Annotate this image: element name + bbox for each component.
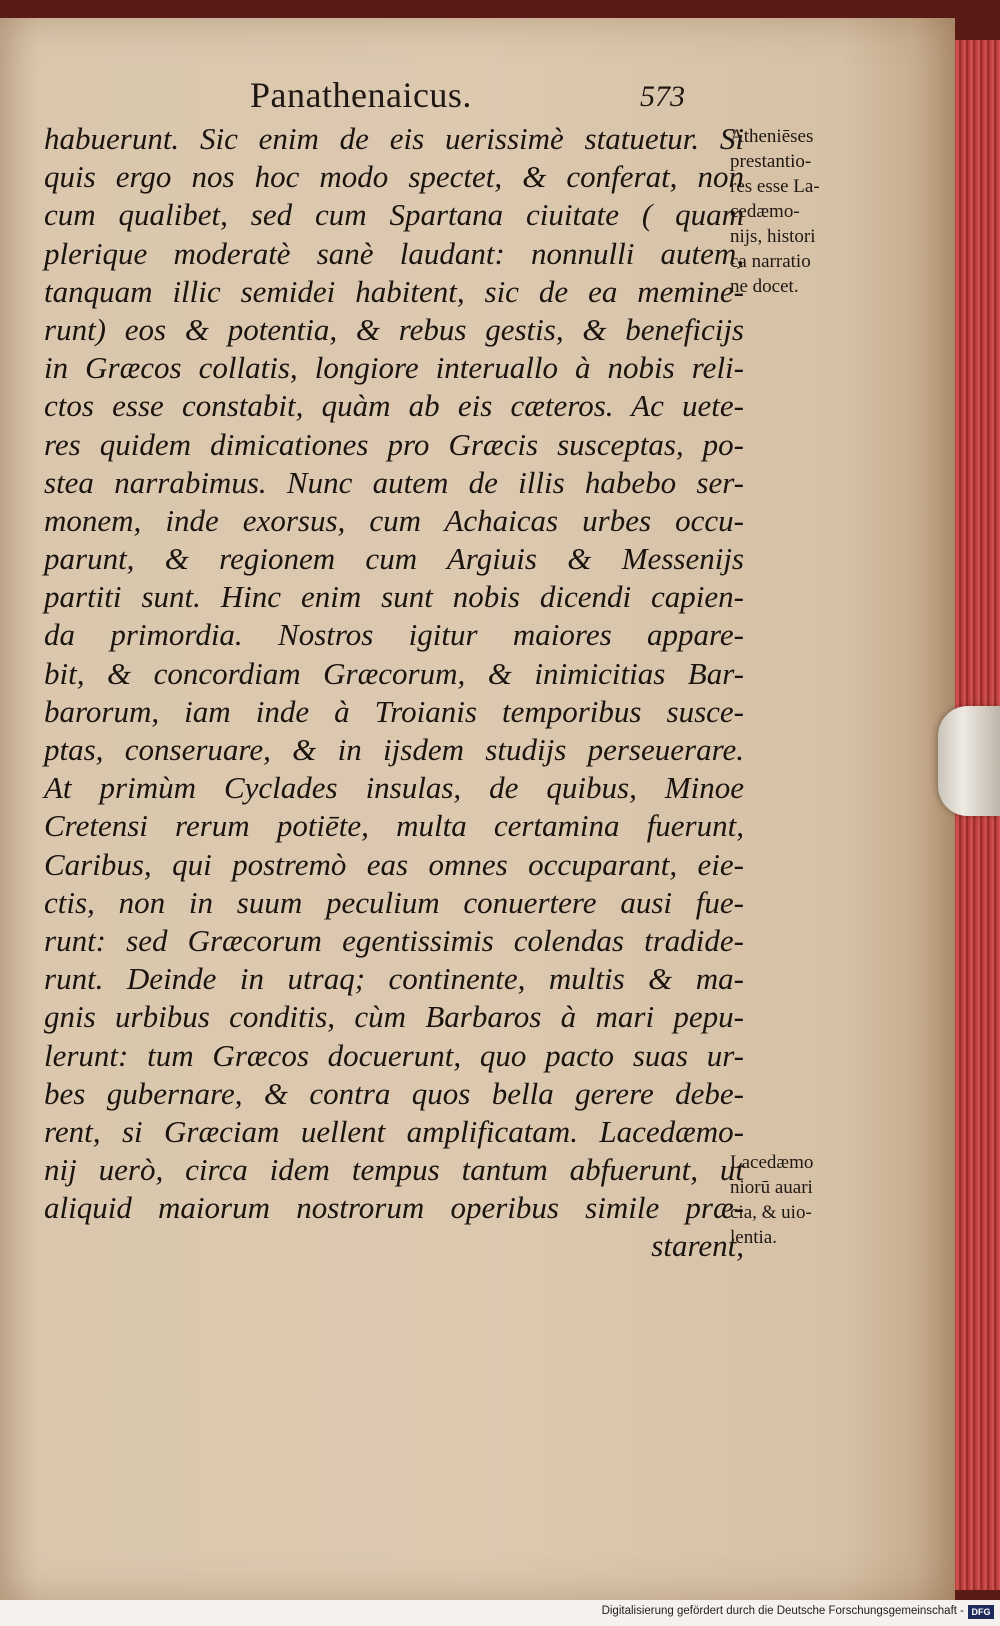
- text-line: runt. Deinde in utraq; continente, multis & ma-: [44, 961, 744, 997]
- text-line: barorum, iam inde à Troianis temporibus susce-: [44, 693, 744, 729]
- text-line: ctos esse constabit, quàm ab eis cæteros. Ac uete-: [44, 388, 744, 424]
- text-line: runt) eos & potentia, & rebus gestis, & beneficijs: [44, 311, 744, 347]
- book-page: [0, 18, 955, 1600]
- footer-bar: [0, 1600, 1000, 1626]
- text-line: aliquid maiorum nostrorum operibus simile præ-: [44, 1190, 744, 1226]
- text-line: ctis, non in suum peculium conuertere ausi fue-: [44, 884, 744, 920]
- text-line: in Græcos collatis, longiore interuallo à nobis reli-: [44, 350, 744, 386]
- margin-note-line: prestantio-: [730, 151, 812, 172]
- text-line: parunt, & regionem cum Argiuis & Messenijs: [44, 541, 744, 577]
- margin-note-line: res esse La-: [730, 176, 820, 197]
- margin-note-line: ne docet.: [730, 276, 799, 297]
- margin-note-line: ca narratio: [730, 251, 811, 272]
- margin-note-line: cedæmo-: [730, 201, 800, 222]
- dfg-logo: DFG: [968, 1605, 994, 1619]
- text-line: gnis urbibus conditis, cùm Barbaros à mari pepu-: [44, 999, 744, 1035]
- running-title: Panathenaicus.: [250, 75, 472, 115]
- margin-note-athenians: [730, 124, 820, 299]
- text-line: nij uerò, circa idem tempus tantum abfuerunt, ut: [44, 1152, 744, 1188]
- margin-note-lacedaemonians: [730, 1150, 813, 1250]
- text-line: bes gubernare, & contra quos bella gerere debe-: [44, 1075, 744, 1111]
- text-line: quis ergo nos hoc modo spectet, & conferat, non: [44, 159, 744, 195]
- text-line: cum qualibet, sed cum Spartana ciuitate ( quam: [44, 197, 744, 233]
- text-line: da primordia. Nostros igitur maiores appare-: [44, 617, 744, 653]
- text-line: bit, & concordiam Græcorum, & inimicitias Bar-: [44, 655, 744, 691]
- text-line: lerunt: tum Græcos docuerunt, quo pacto suas ur-: [44, 1037, 744, 1073]
- body-text: [44, 120, 744, 1266]
- margin-note-line: Lacedæmo: [730, 1152, 814, 1173]
- text-line: Caribus, qui postremò eas omnes occuparant, eie-: [44, 846, 744, 882]
- text-line: stea narrabimus. Nunc autem de illis habebo ser-: [44, 464, 744, 500]
- text-line: monem, inde exorsus, cum Achaicas urbes occu-: [44, 502, 744, 538]
- page-number: 573: [640, 80, 685, 113]
- margin-note-line: nijs, histori: [730, 226, 816, 247]
- text-line: habuerunt. Sic enim de eis uerissimè statuetur. Si: [44, 121, 744, 156]
- page-clip: [938, 706, 1000, 816]
- text-line: rent, si Græciam uellent amplificatam. Lacedæmo-: [44, 1113, 744, 1149]
- text-line: partiti sunt. Hinc enim sunt nobis dicendi capien-: [44, 579, 744, 615]
- margin-note-line: Atheniēses: [730, 126, 814, 147]
- margin-note-line: lentia.: [730, 1227, 777, 1248]
- margin-note-line: niorū auari: [730, 1177, 813, 1198]
- text-line: ptas, conseruare, & in ijsdem studijs perseuerare.: [44, 732, 744, 767]
- text-line: At primùm Cyclades insulas, de quibus, Minoe: [44, 770, 744, 806]
- text-line: plerique moderatè sanè laudant: nonnulli autem,: [44, 235, 744, 271]
- text-line-catchword: starent,: [651, 1228, 744, 1264]
- text-line: runt: sed Græcorum egentissimis colendas tradide-: [44, 922, 744, 958]
- text-line: Cretensi rerum potiēte, multa certamina fuerunt,: [44, 808, 744, 844]
- text-line: res quidem dimicationes pro Græcis susceptas, po-: [44, 426, 744, 462]
- text-line: tanquam illic semidei habitent, sic de ea memine-: [44, 273, 744, 309]
- margin-note-line: cia, & uio-: [730, 1202, 812, 1223]
- funding-credit: Digitalisierung gefördert durch die Deutsche Forschungsgemeinschaft -: [601, 1605, 964, 1617]
